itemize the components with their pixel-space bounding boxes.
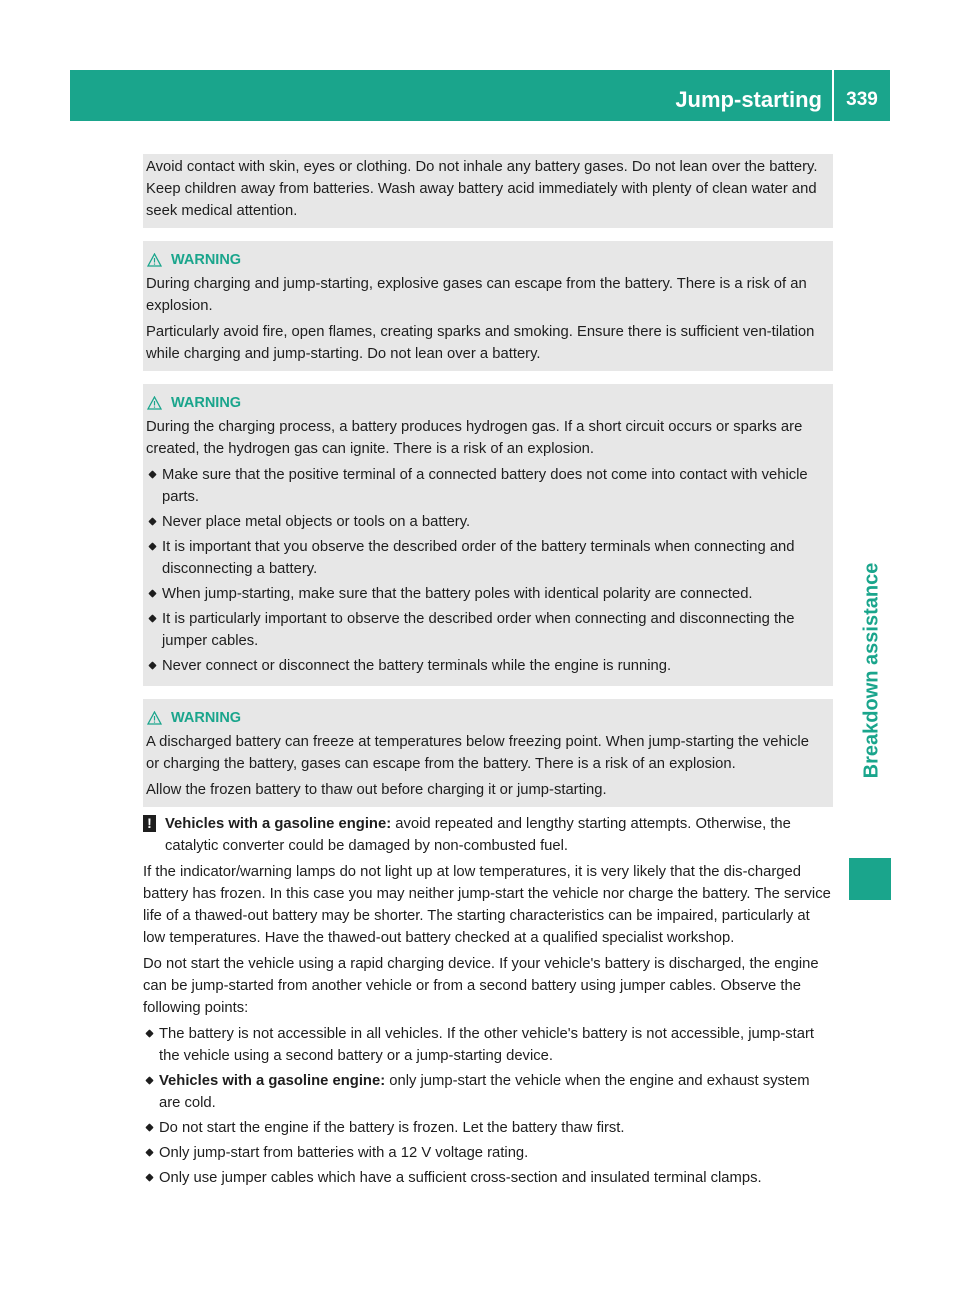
list-item: Never place metal objects or tools on a battery. bbox=[146, 511, 825, 533]
page-content bbox=[143, 154, 833, 1192]
warning-heading bbox=[146, 707, 825, 729]
warning-text: During charging and jump-starting, explosive gases can escape from the battery. There is a risk of an explosion. bbox=[146, 276, 807, 314]
warning-box-3 bbox=[143, 699, 833, 807]
body-text bbox=[143, 861, 833, 1189]
side-chapter-label bbox=[842, 562, 902, 778]
warning-triangle-icon bbox=[147, 253, 162, 267]
body-bullet-list bbox=[143, 1023, 833, 1189]
notice-text: avoid repeated and lengthy starting attempts. Otherwise, the catalytic converter could be damaged by non-combusted fuel. bbox=[165, 816, 791, 854]
list-item: When jump-starting, make sure that the battery poles with identical polarity are connected. bbox=[146, 583, 825, 605]
warning-heading bbox=[146, 392, 825, 414]
side-chapter-tab bbox=[849, 858, 891, 900]
warning-triangle-icon bbox=[147, 396, 162, 410]
list-item-bold-lead: Vehicles with a gasoline engine: bbox=[159, 1073, 386, 1089]
list-item: The battery is not accessible in all vehicles. If the other vehicle's battery is not accessible, jump-start the vehicle using a second battery or a jump-starting device. bbox=[143, 1023, 833, 1067]
warning-label: WARNING bbox=[171, 710, 242, 726]
notice-bold-lead: Vehicles with a gasoline engine: bbox=[165, 816, 392, 832]
body-paragraph: Do not start the vehicle using a rapid charging device. If your vehicle's battery is discharged, the engine can be jump-started from another vehicle or from a second battery using jumper cables. Observe the following points: bbox=[143, 956, 819, 1016]
warning-box-2 bbox=[143, 384, 833, 686]
warning-label: WARNING bbox=[171, 252, 242, 268]
header-divider bbox=[832, 70, 834, 121]
section-title: Jump-starting bbox=[675, 87, 822, 112]
intro-text: Avoid contact with skin, eyes or clothing. Do not inhale any battery gases. Do not lean over the battery. Keep children away from batteries. Wash away battery acid immediately with plenty of clean water and seek medical attention. bbox=[146, 159, 818, 219]
warning-box-1 bbox=[143, 241, 833, 371]
warning-text: A discharged battery can freeze at temperatures below freezing point. When jump-starting the vehicle or charging the battery, gases can escape from the battery. There is a risk of an explosion. bbox=[146, 734, 809, 772]
body-paragraph: If the indicator/warning lamps do not light up at low temperatures, it is very likely that the dis-charged battery has frozen. In this case you may neither jump-start the vehicle nor charge the battery. The service life of a thawed-out battery may be shorter. The starting characteristics can be impaired, particularly at low temperatures. Have the thawed-out battery checked at a qualified specialist workshop. bbox=[143, 864, 831, 946]
notice-paragraph bbox=[143, 813, 833, 857]
page-number: 339 bbox=[846, 89, 878, 110]
warning-bullet-list bbox=[146, 464, 825, 677]
list-item: Do not start the engine if the battery is frozen. Let the battery thaw first. bbox=[143, 1117, 833, 1139]
list-item: Only jump-start from batteries with a 12 V voltage rating. bbox=[143, 1142, 833, 1164]
warning-text: Allow the frozen battery to thaw out before charging it or jump-starting. bbox=[146, 782, 607, 798]
warning-text: Particularly avoid fire, open flames, creating sparks and smoking. Ensure there is sufficient ven-tilation while charging and jump-starting. Do not lean over a battery. bbox=[146, 324, 815, 362]
list-item: It is particularly important to observe the described order when connecting and disconnecting the jumper cables. bbox=[146, 608, 825, 652]
warning-label: WARNING bbox=[171, 395, 242, 411]
exclamation-icon: ! bbox=[143, 815, 156, 832]
list-item bbox=[143, 1070, 833, 1114]
intro-caution-box bbox=[143, 154, 833, 228]
warning-heading bbox=[146, 249, 825, 271]
list-item: Never connect or disconnect the battery terminals while the engine is running. bbox=[146, 655, 825, 677]
list-item-text: only jump-start the vehicle when the engine and exhaust system are cold. bbox=[159, 1073, 810, 1111]
list-item: Only use jumper cables which have a sufficient cross-section and insulated terminal clamps. bbox=[143, 1167, 833, 1189]
warning-triangle-icon bbox=[147, 711, 162, 725]
list-item: Make sure that the positive terminal of a connected battery does not come into contact with vehicle parts. bbox=[146, 464, 825, 508]
side-chapter-text: Breakdown assistance bbox=[860, 562, 883, 778]
list-item: It is important that you observe the described order of the battery terminals when connecting and disconnecting a battery. bbox=[146, 536, 825, 580]
warning-text: During the charging process, a battery produces hydrogen gas. If a short circuit occurs or sparks are created, the hydrogen gas can ignite. There is a risk of an explosion. bbox=[146, 419, 803, 457]
